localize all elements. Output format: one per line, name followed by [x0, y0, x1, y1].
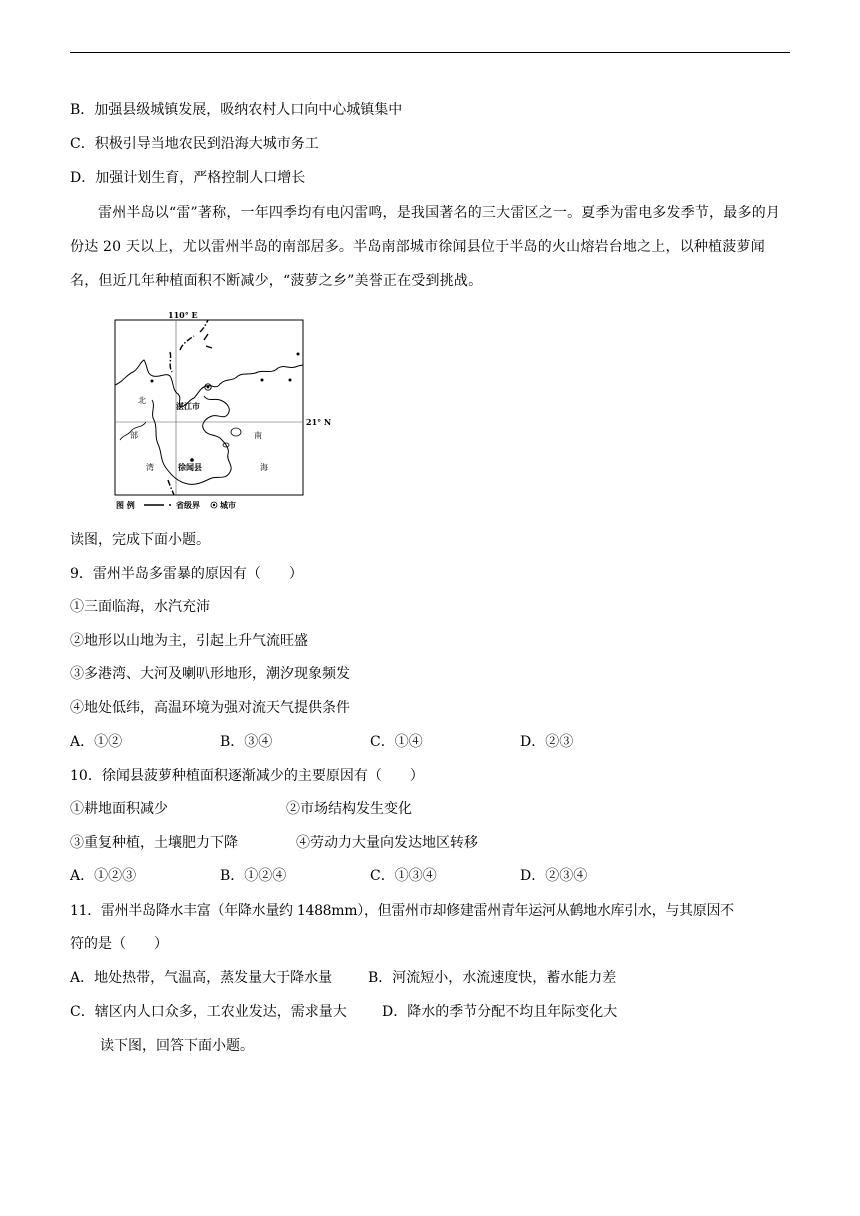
header-rule	[70, 52, 790, 53]
legend-title: 图 例	[116, 500, 135, 510]
latitude-label: 21° N	[306, 417, 332, 427]
question-11-option-a: A．地处热带，气温高，蒸发量大于降水量	[70, 970, 333, 986]
south-sea-char-1: 南	[254, 431, 262, 440]
beibu-gulf-char-2: 部	[130, 431, 138, 440]
prev-option-c: C．积极引导当地农民到沿海大城市务工	[70, 136, 319, 152]
question-11-stem-line-2: 符的是（ ）	[70, 936, 168, 952]
prev-option-d: D．加强计划生育，严格控制人口增长	[70, 170, 306, 186]
question-11-option-b: B．河流短小，水流速度快，蓄水能力差	[368, 970, 617, 986]
leizhou-peninsula-map	[108, 310, 336, 514]
question-11-option-c: C．辖区内人口众多，工农业发达，需求量大	[70, 1004, 347, 1020]
question-10-stem: 10．徐闻县菠萝种植面积逐渐减少的主要原因有（ ）	[70, 768, 424, 784]
legend-city-label: 城市	[220, 500, 236, 510]
question-10-option-d: D．②③④	[520, 868, 588, 884]
question-10-statement-3: ③重复种植，土壤肥力下降	[70, 835, 238, 851]
question-9-option-a: A．①②	[70, 734, 123, 750]
prev-option-b: B．加强县级城镇发展，吸纳农村人口向中心城镇集中	[70, 102, 403, 118]
question-10-option-c: C．①③④	[370, 868, 437, 884]
question-11-option-d: D．降水的季节分配不均且年际变化大	[382, 1004, 618, 1020]
question-10-option-b: B．①②④	[220, 868, 287, 884]
question-9-statement-2: ②地形以山地为主，引起上升气流旺盛	[70, 633, 308, 649]
next-instruction: 读下图，回答下面小题。	[100, 1038, 254, 1054]
map-frame	[115, 320, 303, 495]
question-10-statement-1: ①耕地面积减少	[70, 801, 168, 817]
zhanjiang-label: 湛江市	[176, 401, 200, 411]
question-10-option-a: A．①②③	[70, 868, 137, 884]
beibu-gulf-char-1: 北	[138, 396, 146, 405]
question-11-stem-line-1: 11．雷州半岛降水丰富（年降水量约 1488mm），但雷州市却修建雷州青年运河从鹤地水库引水，与其原因不	[70, 903, 734, 919]
longitude-label: 110° E	[168, 310, 198, 320]
question-9-statement-4: ④地处低纬，高温环境为强对流天气提供条件	[70, 700, 350, 716]
xuwen-label: 徐闻县	[178, 462, 202, 472]
beibu-gulf-char-3: 湾	[146, 463, 154, 472]
question-9-statement-3: ③多港湾、大河及喇叭形地形，潮汐现象频发	[70, 666, 350, 682]
question-9-option-d: D．②③	[520, 734, 574, 750]
legend-boundary-label: 省级界	[176, 500, 200, 510]
question-9-option-b: B．③④	[220, 734, 273, 750]
instruction: 读图，完成下面小题。	[70, 532, 210, 548]
question-9-option-c: C．①④	[370, 734, 423, 750]
question-9-stem: 9．雷州半岛多雷暴的原因有（ ）	[70, 566, 303, 582]
question-10-statement-4: ④劳动力大量向发达地区转移	[296, 835, 478, 851]
passage: 雷州半岛以“雷”著称，一年四季均有电闪雷鸣，是我国著名的三大雷区之一。夏季为雷电多发季节，最多的月份达 20 天以上，尤以雷州半岛的南部居多。半岛南部城市徐闻县位于半岛的火山熔岩台地之上，以种植菠萝闻名，但近几年种植面积不断减少，“菠萝之乡”美誉正在受到挑战。	[70, 205, 781, 289]
south-sea-char-2: 海	[260, 463, 268, 472]
question-9-statement-1: ①三面临海，水汽充沛	[70, 599, 210, 615]
question-10-statement-2: ②市场结构发生变化	[286, 801, 412, 817]
